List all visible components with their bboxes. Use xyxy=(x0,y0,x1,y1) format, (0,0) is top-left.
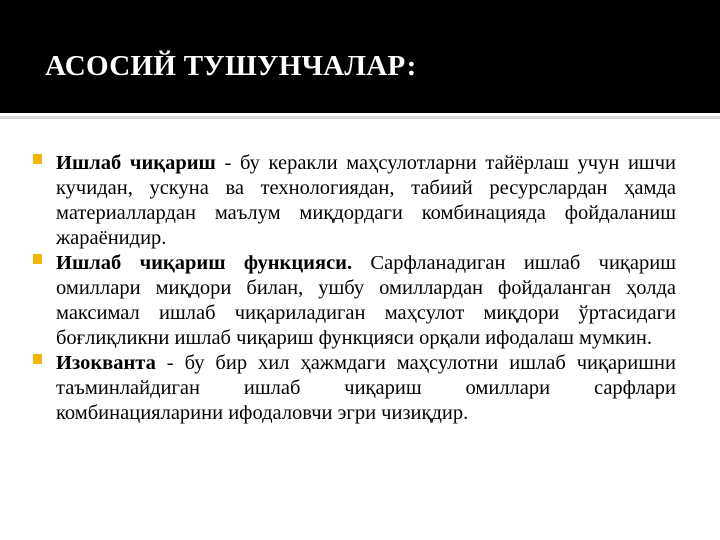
square-bullet-icon xyxy=(33,254,42,264)
bullet-text xyxy=(56,251,676,351)
bullet-definition: - бу бир хил ҳажмдаги маҳсулотни ишлаб чиқаришни таъминлайдиган ишлаб чиқариш омиллари сарфлари комбинацияларини ифодаловчи эгри чизиқдир. xyxy=(56,352,676,424)
square-bullet-icon xyxy=(33,154,42,164)
bullet-item xyxy=(32,251,676,351)
square-bullet-icon xyxy=(33,354,42,364)
bullet-text xyxy=(56,151,676,251)
bullet-list xyxy=(32,151,676,426)
slide-title: АСОСИЙ ТУШУНЧАЛАР: xyxy=(45,50,417,82)
bullet-item xyxy=(32,351,676,426)
bullet-term: Ишлаб чиқариш xyxy=(56,152,216,174)
bullet-definition: Сарфланадиган ишлаб чиқариш омиллари миқдори билан, ушбу омиллардан фойдаланган ҳолда максимал ишлаб чиқариладиган маҳсулот миқдори ўртасидаги боғлиқликни ишлаб чиқариш функцияси орқали ифодалаш мумкин. xyxy=(56,252,676,349)
divider-line xyxy=(0,116,720,119)
bullet-item xyxy=(32,151,676,251)
bullet-definition: - бу керакли маҳсулотларни тайёрлаш учун ишчи кучидан, ускуна ва технологиядан, табиий ресурслардан ҳамда материаллардан маълум миқдордаги комбинацияда фойдаланиш жараёнидир. xyxy=(56,152,676,249)
bullet-term: Изокванта xyxy=(56,352,156,374)
bullet-term: Ишлаб чиқариш функцияси. xyxy=(56,252,353,274)
title-bar xyxy=(0,0,720,113)
bullet-text xyxy=(56,351,676,426)
